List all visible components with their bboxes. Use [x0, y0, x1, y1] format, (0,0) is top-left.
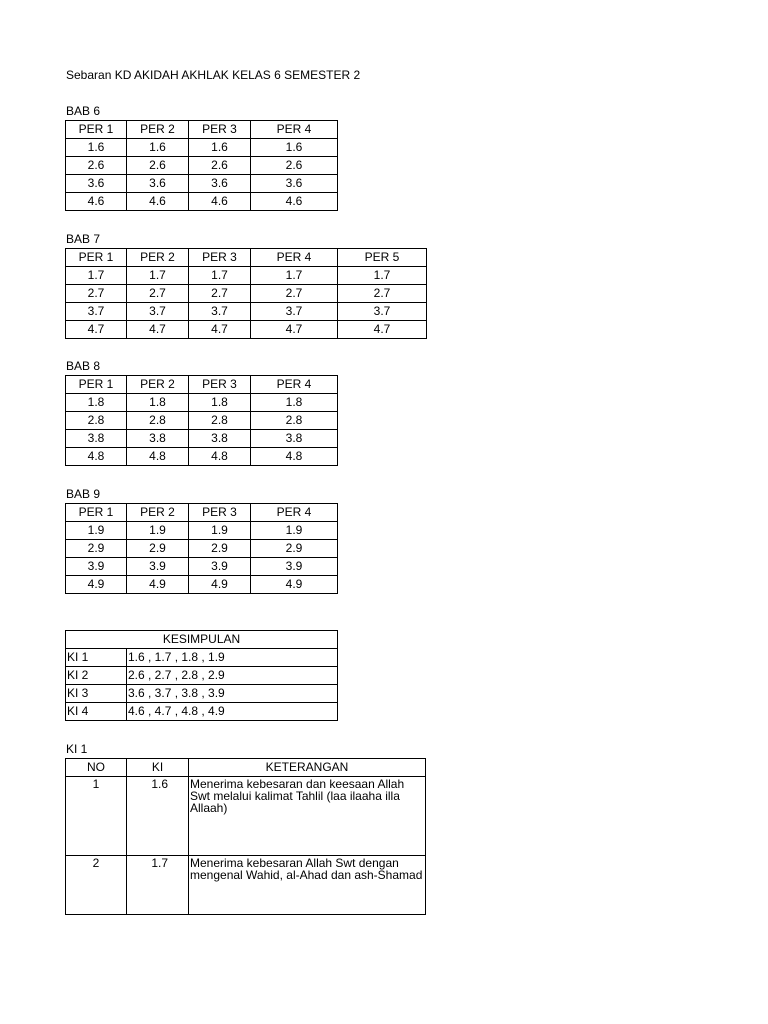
ki-value: 1.6 , 1.7 , 1.8 , 1.9	[127, 649, 338, 667]
table-cell: 4.7	[66, 321, 127, 339]
table-cell: 3.9	[127, 558, 189, 576]
table-cell: 2.7	[338, 285, 427, 303]
table-row	[66, 703, 338, 721]
bab-7-label: BAB 7	[66, 232, 101, 246]
kesimpulan-header: KESIMPULAN	[66, 631, 338, 649]
header-cell: PER 4	[251, 376, 338, 394]
header-cell: PER 1	[66, 376, 127, 394]
table-cell: 1.6	[189, 139, 251, 157]
header-cell: PER 1	[66, 504, 127, 522]
table-cell: 3.7	[251, 303, 338, 321]
table-cell: 4.6	[66, 193, 127, 211]
table-row	[66, 139, 338, 157]
table-row	[66, 175, 338, 193]
table-row	[66, 685, 338, 703]
table-cell: 4.7	[251, 321, 338, 339]
table-cell: 1.8	[66, 394, 127, 412]
ki-label: KI 4	[66, 703, 127, 721]
bab-9-table	[65, 503, 338, 594]
table-cell: 1.9	[251, 522, 338, 540]
table-cell: 2.9	[251, 540, 338, 558]
table-cell: 3.6	[127, 175, 189, 193]
table-cell: 4.9	[189, 576, 251, 594]
keterangan-text: Menerima kebesaran dan keesaan Allah Swt melalui kalimat Tahlil (laa ilaaha illa Allaah)	[189, 777, 426, 856]
ki-label: KI 2	[66, 667, 127, 685]
bab-6-label: BAB 6	[66, 104, 101, 118]
table-row	[66, 157, 338, 175]
header-cell: PER 5	[338, 249, 427, 267]
table-cell: 3.7	[189, 303, 251, 321]
table-header-row	[66, 121, 338, 139]
table-cell: 3.8	[127, 430, 189, 448]
table-cell: 4.6	[251, 193, 338, 211]
document-title: Sebaran KD AKIDAH AKHLAK KELAS 6 SEMESTER 2	[66, 68, 361, 82]
kesimpulan-table	[65, 630, 338, 721]
ki-label: KI 1	[66, 649, 127, 667]
header-cell: PER 4	[251, 504, 338, 522]
table-cell: 1.7	[189, 267, 251, 285]
header-cell: PER 2	[127, 121, 189, 139]
table-row	[66, 777, 426, 856]
header-cell: PER 4	[251, 249, 338, 267]
table-cell: 3.6	[66, 175, 127, 193]
table-cell: 1.7	[127, 267, 189, 285]
table-row	[66, 448, 338, 466]
bab-6-table	[65, 120, 338, 211]
table-cell: 3.7	[66, 303, 127, 321]
ki-label: KI 3	[66, 685, 127, 703]
table-row	[66, 412, 338, 430]
table-cell: 4.9	[127, 576, 189, 594]
table-cell: 1.9	[66, 522, 127, 540]
table-cell: 4.7	[189, 321, 251, 339]
table-cell: 3.8	[251, 430, 338, 448]
table-cell: 4.7	[338, 321, 427, 339]
keterangan-text: Menerima kebesaran Allah Swt dengan mengenal Wahid, al-Ahad dan ash-Shamad	[189, 856, 426, 915]
header-cell: PER 2	[127, 249, 189, 267]
ki-value: 4.6 , 4.7 , 4.8 , 4.9	[127, 703, 338, 721]
table-row	[66, 667, 338, 685]
header-cell: PER 3	[189, 504, 251, 522]
table-cell: 4.9	[66, 576, 127, 594]
table-cell: 3.7	[127, 303, 189, 321]
bab-8-table	[65, 375, 338, 466]
header-cell: PER 2	[127, 376, 189, 394]
table-cell: 1.6	[127, 139, 189, 157]
header-cell: PER 1	[66, 249, 127, 267]
table-row	[66, 856, 426, 915]
table-cell: 4.8	[189, 448, 251, 466]
table-header-row	[66, 504, 338, 522]
table-cell: 2.7	[251, 285, 338, 303]
row-number: 2	[66, 856, 127, 915]
bab-8-label: BAB 8	[66, 359, 101, 373]
table-cell: 1.6	[66, 139, 127, 157]
table-cell: 2.8	[127, 412, 189, 430]
table-row	[66, 649, 338, 667]
table-cell: 2.6	[189, 157, 251, 175]
table-cell: 4.8	[251, 448, 338, 466]
header-cell: KETERANGAN	[189, 759, 426, 777]
row-number: 1	[66, 777, 127, 856]
table-cell: 4.6	[127, 193, 189, 211]
header-cell: PER 3	[189, 249, 251, 267]
bab-9-label: BAB 9	[66, 487, 101, 501]
table-header-row	[66, 759, 426, 777]
table-cell: 1.8	[127, 394, 189, 412]
header-cell: PER 2	[127, 504, 189, 522]
table-cell: 4.8	[66, 448, 127, 466]
ki1-table	[65, 758, 426, 915]
header-cell: PER 1	[66, 121, 127, 139]
table-cell: 4.7	[127, 321, 189, 339]
table-cell: 2.8	[251, 412, 338, 430]
table-cell: 2.9	[127, 540, 189, 558]
table-cell: 4.6	[189, 193, 251, 211]
table-cell: 1.9	[127, 522, 189, 540]
table-cell: 1.9	[189, 522, 251, 540]
header-cell: KI	[127, 759, 189, 777]
table-cell: 3.8	[66, 430, 127, 448]
ki-code: 1.7	[127, 856, 189, 915]
table-cell: 3.7	[338, 303, 427, 321]
table-cell: 1.8	[189, 394, 251, 412]
table-cell: 3.8	[189, 430, 251, 448]
ki-value: 3.6 , 3.7 , 3.8 , 3.9	[127, 685, 338, 703]
table-cell: 3.9	[189, 558, 251, 576]
table-cell: 1.7	[338, 267, 427, 285]
header-cell: PER 3	[189, 376, 251, 394]
table-row	[66, 303, 427, 321]
table-cell: 2.6	[66, 157, 127, 175]
table-row	[66, 522, 338, 540]
header-cell: PER 3	[189, 121, 251, 139]
header-cell: PER 4	[251, 121, 338, 139]
table-cell: 3.9	[66, 558, 127, 576]
table-header-row	[66, 376, 338, 394]
table-row	[66, 285, 427, 303]
table-cell: 3.9	[251, 558, 338, 576]
bab-7-table	[65, 248, 427, 339]
table-cell: 3.6	[251, 175, 338, 193]
table-row	[66, 576, 338, 594]
ki1-label: KI 1	[66, 742, 88, 756]
table-row	[66, 558, 338, 576]
ki-value: 2.6 , 2.7 , 2.8 , 2.9	[127, 667, 338, 685]
table-cell: 4.8	[127, 448, 189, 466]
header-cell: NO	[66, 759, 127, 777]
table-cell: 1.7	[66, 267, 127, 285]
table-cell: 2.7	[127, 285, 189, 303]
table-cell: 1.7	[251, 267, 338, 285]
table-cell: 2.7	[189, 285, 251, 303]
table-cell: 3.6	[189, 175, 251, 193]
table-cell: 1.6	[251, 139, 338, 157]
table-row	[66, 267, 427, 285]
table-cell: 2.6	[251, 157, 338, 175]
table-row	[66, 540, 338, 558]
table-cell: 2.9	[66, 540, 127, 558]
table-row	[66, 193, 338, 211]
table-row	[66, 430, 338, 448]
table-row	[66, 394, 338, 412]
table-row	[66, 321, 427, 339]
table-header-row	[66, 631, 338, 649]
table-cell: 2.6	[127, 157, 189, 175]
table-cell: 2.8	[66, 412, 127, 430]
table-cell: 2.9	[189, 540, 251, 558]
ki-code: 1.6	[127, 777, 189, 856]
table-cell: 2.8	[189, 412, 251, 430]
table-cell: 1.8	[251, 394, 338, 412]
table-cell: 4.9	[251, 576, 338, 594]
table-header-row	[66, 249, 427, 267]
table-cell: 2.7	[66, 285, 127, 303]
